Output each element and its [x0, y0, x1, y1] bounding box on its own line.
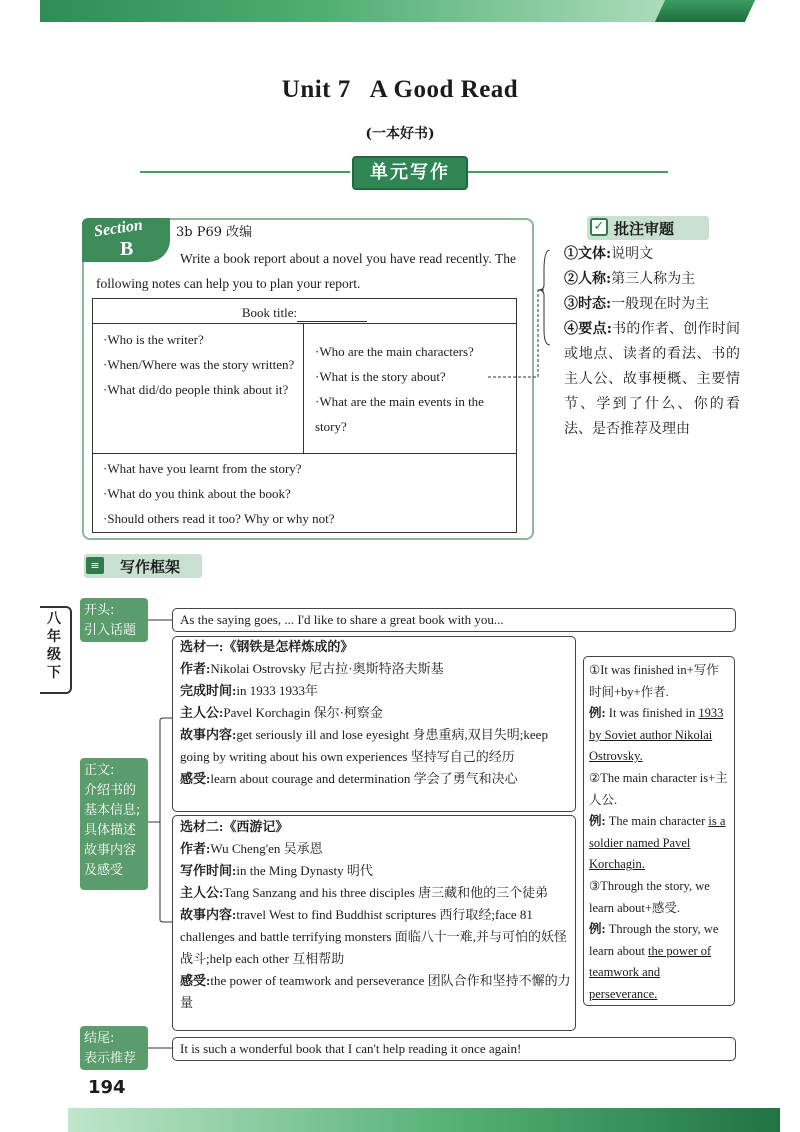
annotation-item: ②人称:第三人称为主 [564, 271, 696, 287]
tip-rule: ②The main character is+主人公. [589, 770, 728, 807]
annotation-item: ③时态:一般现在时为主 [564, 296, 710, 312]
banner-rule-left [140, 171, 350, 173]
tips-content [589, 660, 731, 1006]
ending-label: 结尾: 表示推荐 [80, 1026, 148, 1070]
tip-rule: ①It was finished in+写作时间+by+作者. [589, 663, 719, 699]
book-title-row [93, 300, 516, 325]
top-decor-bar [40, 0, 740, 22]
book-title-label: Book title: [241, 305, 298, 320]
frame-title: 写作框架 [120, 558, 181, 576]
question-item: · What have you learnt from the story? [103, 456, 508, 481]
annotation-title: 批注审题 [614, 220, 675, 238]
section-word: Section [92, 216, 144, 241]
unit-title: Unit 7 A Good Read [281, 76, 519, 103]
material1-story: 故事内容:get seriously ill and lose eyesight 身患重病,双目失明;keep going by writing about his own experiences 坚持写自己的经历 [180, 727, 548, 764]
opening-text: As the saying goes, ... I'd like to share a great book with you... [180, 612, 504, 627]
material1-content [180, 636, 574, 790]
tip-example: 例: The main character is a soldier named Pavel Korchagin. [589, 814, 726, 872]
task-prompt: Write a book report about a novel you have read recently. The following notes can help you to plan your report. [96, 251, 516, 291]
tip-example: 例: It was finished in 1933 by Soviet author Nikolai Ostrovsky. [589, 706, 724, 764]
outline-icon: ≡ [86, 557, 104, 574]
material1-hero: 主人公:Pavel Korchagin 保尔·柯察金 [180, 705, 383, 720]
book-notes-table [92, 298, 517, 533]
ending-text: It is such a wonderful book that I can't help reading it once again! [180, 1041, 522, 1056]
material2-feeling: 感受:the power of teamwork and perseverance 团队合作和坚持不懈的力量 [180, 973, 571, 1010]
question-item: · Who is the writer? [103, 327, 298, 352]
top-decor-cap [655, 0, 755, 22]
material2-author: 作者:Wu Cheng'en 吴承恩 [180, 841, 323, 856]
page-number: 194 [88, 1077, 126, 1098]
checkmark-icon: ✓ [590, 218, 608, 236]
material2-heading: 选材二:《西游记》 [180, 819, 289, 834]
tip-rule: ③Through the story, we learn about+感受. [589, 878, 710, 915]
question-item: · Who are the main characters? [315, 339, 513, 364]
opening-label: 开头: 引入话题 [80, 598, 148, 642]
material2-time: 写作时间:in the Ming Dynasty 明代 [180, 863, 373, 878]
material2-hero: 主人公:Tang Sanzang and his three disciples 唐三藏和他的三个徒弟 [180, 885, 549, 900]
grade-label: 八年级下 [47, 611, 61, 681]
material2-story: 故事内容:travel West to find Buddhist scriptures 西行取经;face 81 challenges and battle terrifying monsters 面临八十一难,并与可怕的妖怪战斗;help each other 互相帮助 [180, 907, 568, 966]
left-questions [103, 327, 298, 402]
material1-heading: 选材一:《钢铁是怎样炼成的》 [180, 639, 354, 654]
annotation-item: ①文体:说明文 [564, 246, 654, 262]
material1-time: 完成时间:in 1933 1933年 [180, 683, 318, 698]
banner-rule-right [468, 171, 668, 173]
section-letter: B [120, 238, 134, 260]
annotation-connector [488, 250, 568, 390]
bottom-decor-bar [68, 1108, 780, 1132]
question-item: · What did/do people think about it? [103, 377, 298, 402]
source-reference: 3b P69 改编 [176, 225, 253, 240]
unit-subtitle: (一本好书) [365, 126, 435, 142]
annotation-item: ④要点:书的作者、创作时间或地点、读者的看法、书的主人公、故事梗概、主要情节、学到了什么、你的看法、是否推荐及理由 [564, 321, 740, 437]
material1-author: 作者:Nikolai Ostrovsky 尼古拉·奥斯特洛夫斯基 [180, 661, 444, 676]
annotation-list [564, 242, 740, 442]
material1-feeling: 感受:learn about courage and determination 学会了勇气和决心 [180, 771, 518, 786]
question-item: · What is the story about? [315, 364, 513, 389]
bottom-questions [103, 456, 508, 531]
tip-example: 例: Through the story, we learn about the power of teamwork and perseverance. [589, 922, 719, 1001]
question-item: · Should others read it too? Why or why not? [103, 506, 508, 531]
section-banner: 单元写作 [352, 156, 468, 190]
body-label: 正文: 介绍书的 基本信息; 具体描述 故事内容 及感受 [80, 758, 148, 890]
question-item: · When/Where was the story written? [103, 352, 298, 377]
question-item: · What are the main events in the story? [315, 389, 513, 439]
question-item: · What do you think about the book? [103, 481, 508, 506]
right-questions [315, 339, 513, 439]
material2-content [180, 816, 574, 1014]
book-title-blank [297, 307, 367, 322]
